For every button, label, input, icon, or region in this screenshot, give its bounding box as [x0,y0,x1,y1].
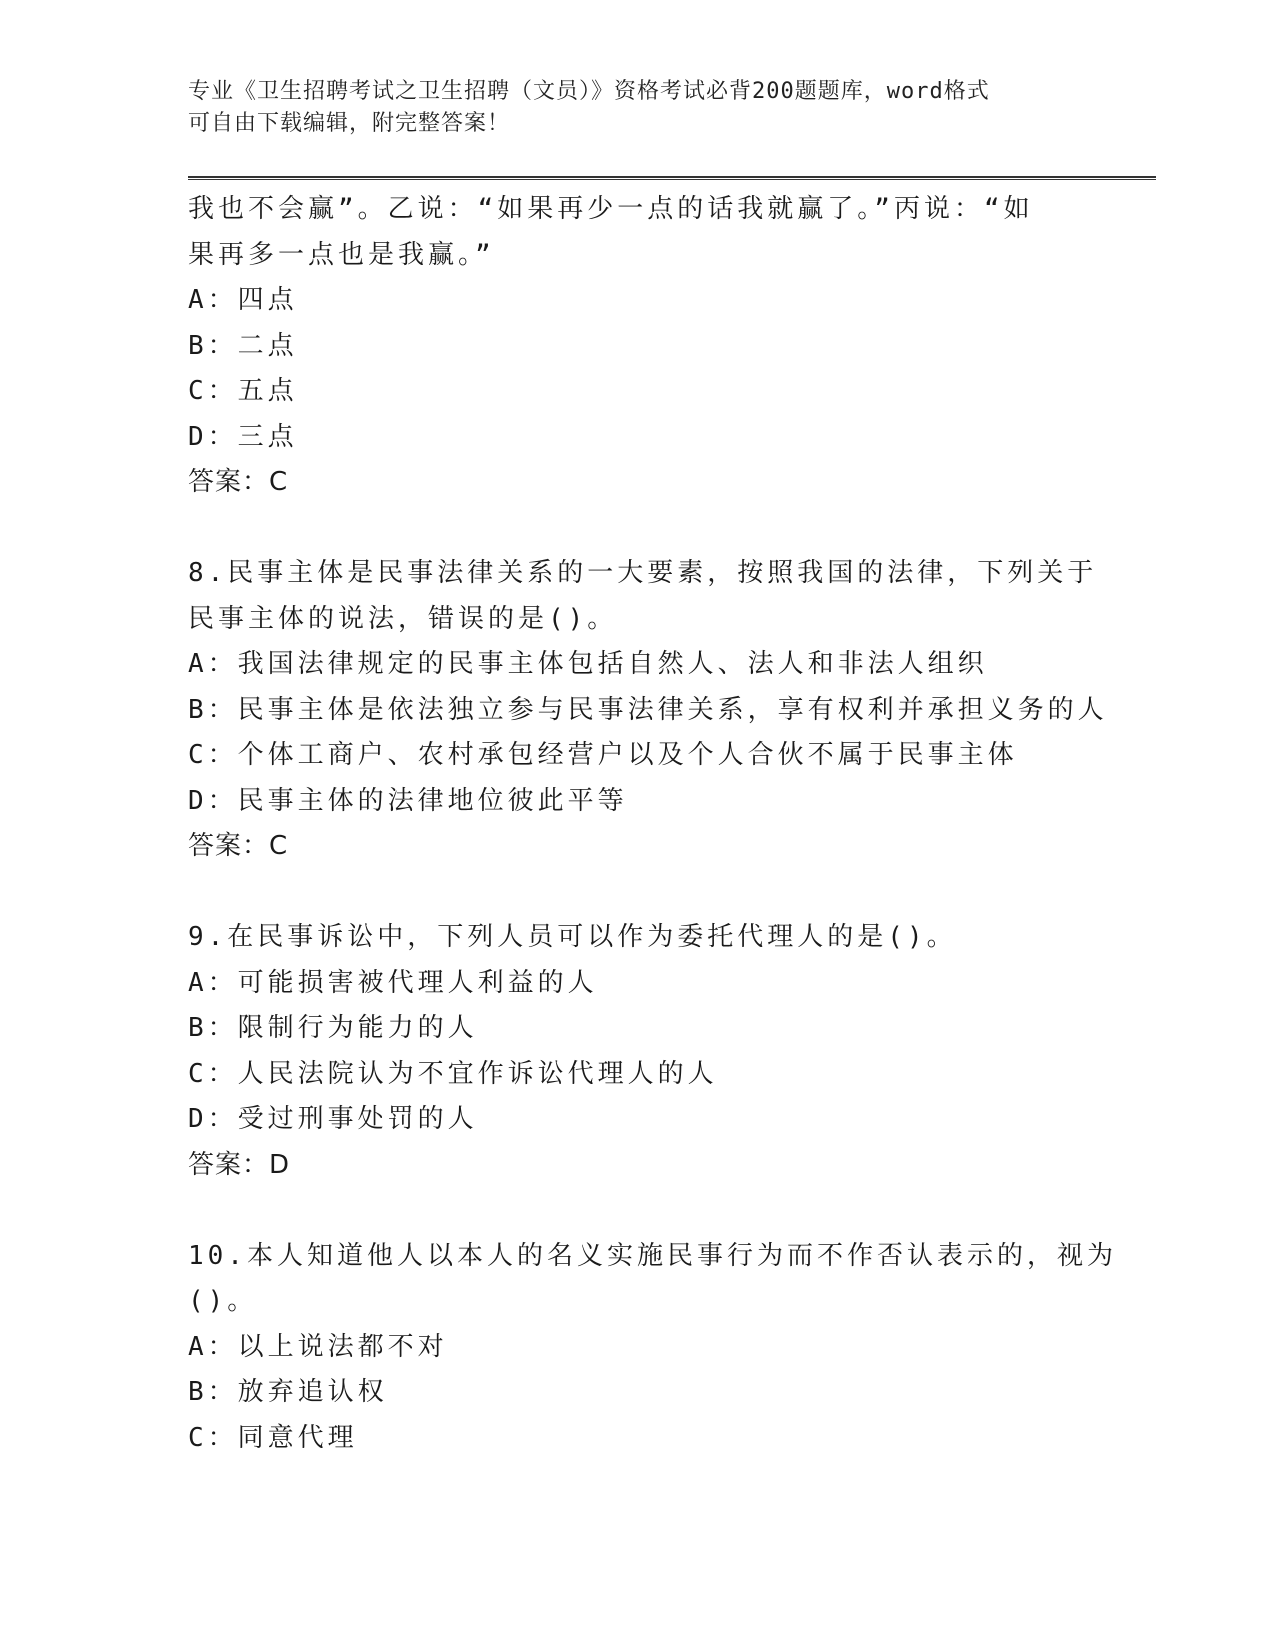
question-7-continuation [188,187,1088,506]
spacer [188,870,1088,916]
spacer [188,506,1088,552]
question-10-option-b: B：放弃追认权 [188,1377,388,1407]
question-9-option-a: A：可能损害被代理人利益的人 [188,967,598,998]
question-8-option-a: A：我国法律规定的民事主体包括自然人、法人和非法人组织 [188,649,988,679]
question-10-text-line-2: ()。 [188,1286,258,1316]
question-9-option-b: B：限制行为能力的人 [188,1013,478,1043]
question-7-option-d: D：三点 [188,421,298,452]
question-7-text-line-1: 我也不会赢”。乙说：“如果再少一点的话我就赢了。”丙说：“如 [188,194,1034,224]
question-7-answer: 答案：C [188,467,289,497]
question-8 [188,551,1108,870]
question-9-text-line-1: 9.在民事诉讼中，下列人员可以作为委托代理人的是()。 [188,922,957,952]
question-10-option-c: C：同意代理 [188,1422,358,1453]
document-header [188,76,1068,140]
header-divider [188,176,1156,180]
header-title-line-1: 专业《卫生招聘考试之卫生招聘（文员）》资格考试必背200题题库，word格式 [188,79,990,104]
question-7-option-b: B：二点 [188,330,298,361]
question-8-text-line-2: 民事主体的说法，错误的是()。 [188,603,618,634]
question-7-option-a: A：四点 [188,285,298,315]
question-7-text-line-2: 果再多一点也是我赢。” [188,239,495,270]
question-8-option-b: B：民事主体是依法独立参与民事法律关系，享有权利并承担义务的人 [188,694,1108,725]
question-9 [188,915,1088,1188]
document-body [188,187,1117,1461]
question-10-option-a: A：以上说法都不对 [188,1331,448,1362]
question-8-option-d: D：民事主体的法律地位彼此平等 [188,785,628,816]
header-title-line-2: 可自由下载编辑，附完整答案！ [188,111,511,136]
question-7-option-c: C：五点 [188,376,298,406]
question-10 [188,1234,1117,1462]
question-8-text-line-1: 8.民事主体是民事法律关系的一大要素，按照我国的法律，下列关于 [188,558,1098,588]
question-8-option-c: C：个体工商户、农村承包经营户以及个人合伙不属于民事主体 [188,740,1018,770]
question-9-option-c: C：人民法院认为不宜作诉讼代理人的人 [188,1058,718,1089]
question-10-text-line-1: 10.本人知道他人以本人的名义实施民事行为而不作否认表示的，视为 [188,1240,1117,1271]
spacer [188,1188,1088,1234]
question-8-answer: 答案：C [188,831,289,861]
question-9-answer: 答案：D [188,1149,291,1180]
question-9-option-d: D：受过刑事处罚的人 [188,1104,478,1134]
